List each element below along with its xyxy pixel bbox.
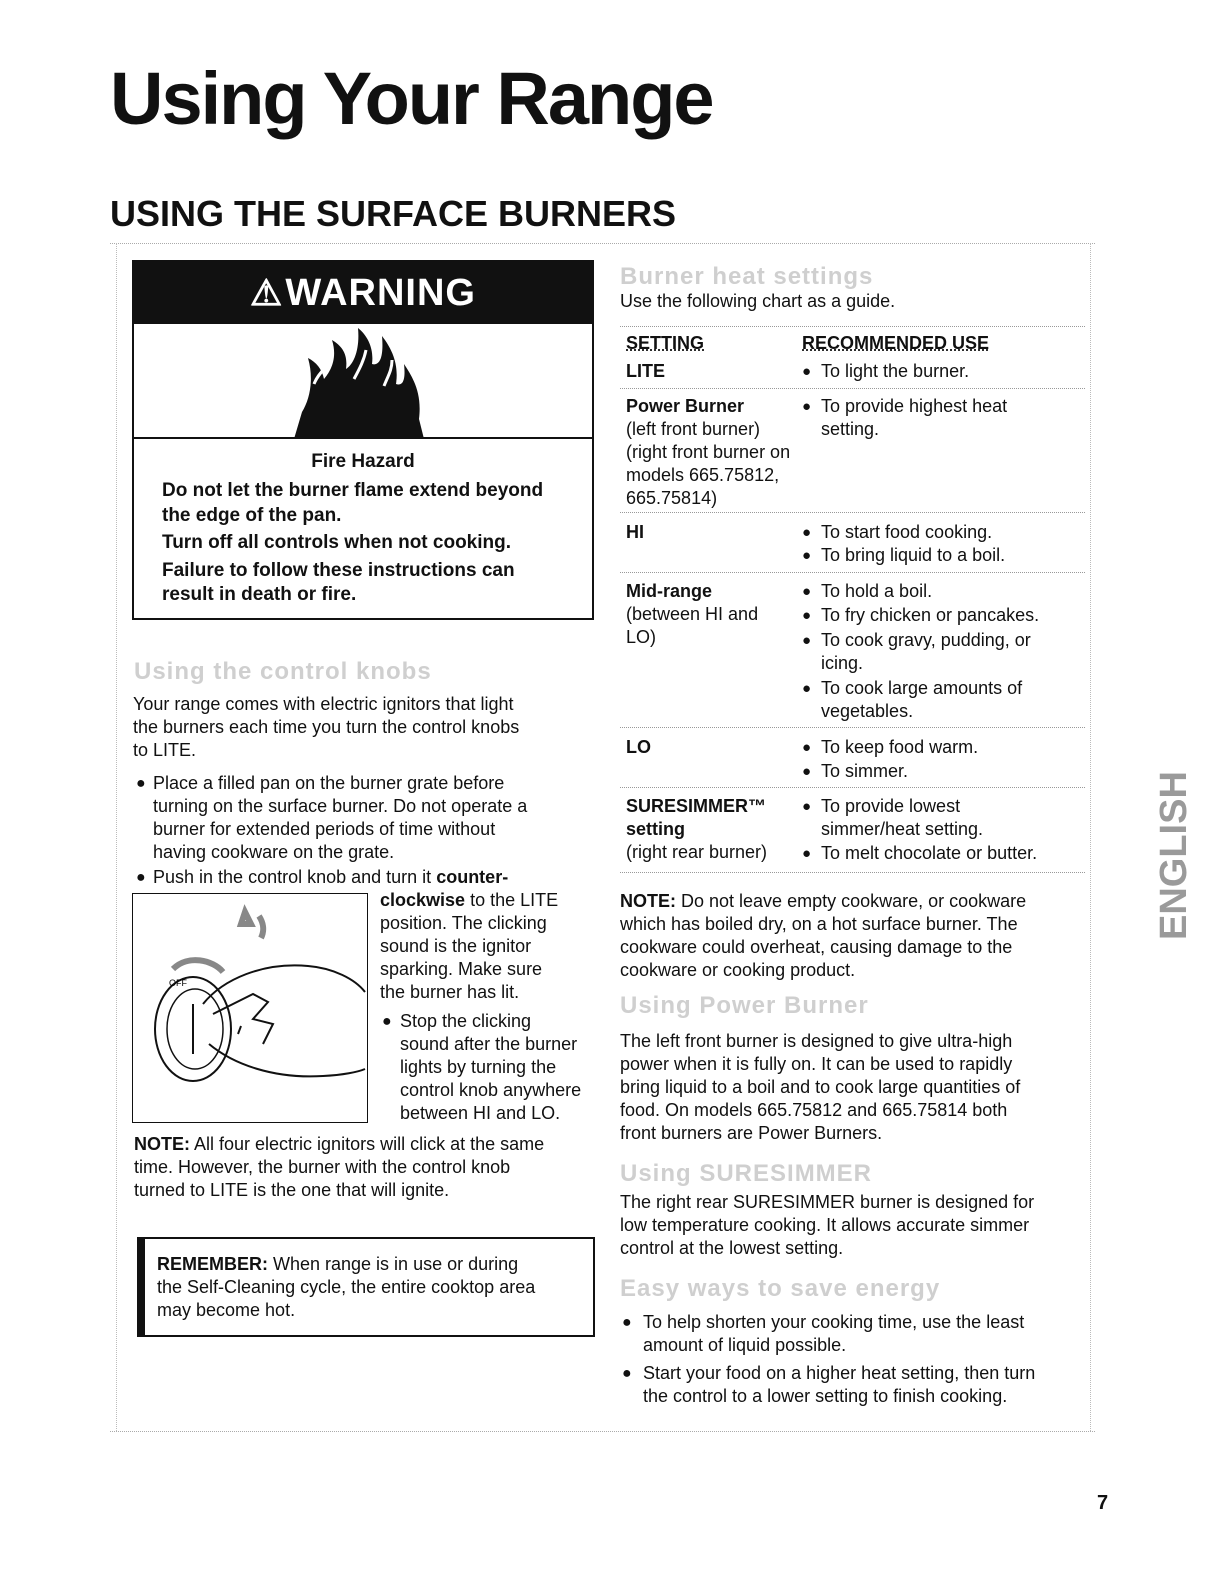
use-power-burner: [802, 395, 1082, 441]
bullet-line: the burner has lit.: [380, 982, 520, 1002]
note-line: cookware or cooking product.: [620, 960, 856, 980]
warning-header-text: WARNING: [285, 272, 476, 314]
remember-label: REMEMBER:: [157, 1254, 268, 1274]
intro-line: the burners each time you turn the control knobs: [133, 717, 520, 737]
bullet-line: between HI and LO.: [400, 1103, 561, 1123]
bullet-line: sound is the ignitor: [380, 936, 532, 956]
top-divider: [110, 243, 1095, 244]
bullet-line: burner for extended periods of time without: [153, 819, 496, 839]
suresimmer-heading: Using SURESIMMER: [620, 1160, 873, 1187]
hand-turning-knob-icon: [133, 894, 366, 1121]
use-hi-1: [802, 521, 1082, 544]
note-line: Do not leave empty cookware, or cookware: [676, 891, 1027, 911]
use-line: vegetables.: [821, 701, 914, 721]
bullet-icon: ●: [622, 1365, 632, 1382]
right-divider: [1090, 243, 1091, 1431]
bullet-icon: ●: [802, 607, 812, 624]
chart-divider: [620, 512, 1085, 513]
warning-line: Do not let the burner flame extend beyond: [162, 480, 544, 501]
knob-bullet-1: [136, 772, 596, 864]
knob-illustration: [132, 893, 368, 1123]
bullet-icon: ●: [802, 363, 812, 380]
bullet-icon: ●: [802, 583, 812, 600]
setting-sub: models 665.75812,: [626, 465, 780, 485]
warning-line: result in death or fire.: [162, 584, 357, 605]
bullet-icon: ●: [802, 739, 812, 756]
power-burner-heading: Using Power Burner: [620, 992, 869, 1019]
bullet-line: Start your food on a higher heat setting, then turn: [643, 1363, 1036, 1383]
use-line: To start food cooking.: [821, 522, 993, 542]
bullet-line: turning on the surface burner. Do not operate a: [153, 796, 528, 816]
bullet-icon: ●: [802, 763, 812, 780]
knob-note: [134, 1133, 604, 1202]
use-lo-1: [802, 736, 1082, 759]
use-line: To melt chocolate or butter.: [821, 843, 1038, 863]
warning-line: the edge of the pan.: [162, 505, 342, 526]
bullet-line: control knob anywhere: [400, 1080, 582, 1100]
bullet-icon: ●: [136, 775, 146, 792]
use-suresimmer-2: [802, 842, 1087, 865]
note-label: NOTE:: [134, 1134, 190, 1154]
bullet-line: To help shorten your cooking time, use the least: [643, 1312, 1025, 1332]
use-mid-2: [802, 604, 1082, 627]
bullet-icon: ●: [802, 524, 812, 541]
energy-bullet-1: [622, 1311, 1090, 1357]
setting-sub: (between HI and: [626, 604, 759, 624]
section-title: USING THE SURFACE BURNERS: [110, 193, 677, 234]
bullet-icon: ●: [802, 547, 812, 564]
warning-divider: [134, 437, 592, 439]
fire-icon: [284, 324, 434, 444]
knob-bullet-2: [136, 866, 596, 889]
bullet-line: lights by turning the: [400, 1057, 557, 1077]
bullet-bold: counter-: [436, 867, 509, 887]
use-line: To cook large amounts of: [821, 678, 1023, 698]
energy-heading: Easy ways to save energy: [620, 1275, 941, 1302]
use-line: To hold a boil.: [821, 581, 933, 601]
bullet-icon: ●: [802, 798, 812, 815]
setting-sub: 665.75814): [626, 488, 718, 508]
setting-name: setting: [626, 819, 686, 839]
use-line: To keep food warm.: [821, 737, 979, 757]
warning-line: Failure to follow these instructions can: [162, 560, 515, 581]
power-burner-text: [620, 1030, 1090, 1145]
bullet-bold: clockwise: [380, 890, 466, 910]
bullet-icon: ●: [382, 1013, 392, 1030]
chart-divider: [620, 727, 1085, 728]
use-line: To provide lowest: [821, 796, 961, 816]
knob-bullet-3: [382, 1010, 597, 1125]
chart-divider: [620, 388, 1085, 389]
warning-box: [132, 260, 594, 620]
bullet-line: Place a filled pan on the burner grate before: [153, 773, 505, 793]
chart-divider: [620, 787, 1085, 788]
control-knobs-intro: [133, 693, 519, 762]
chart-divider: [620, 872, 1085, 873]
remember-line: may become hot.: [157, 1300, 296, 1320]
bullet-icon: ●: [622, 1314, 632, 1331]
left-divider: [116, 243, 117, 1431]
setting-sub: (right front burner on: [626, 442, 791, 462]
text-line: control at the lowest setting.: [620, 1238, 844, 1258]
bullet-line: having cookware on the grate.: [153, 842, 395, 862]
col-setting-header: SETTING: [626, 333, 705, 353]
setting-name: Mid-range: [626, 581, 713, 601]
warning-header: [134, 262, 592, 324]
bullet-line: to the LITE: [465, 890, 559, 910]
bullet-icon: ●: [802, 845, 812, 862]
bullet-line: amount of liquid possible.: [643, 1335, 847, 1355]
use-line: To simmer.: [821, 761, 909, 781]
text-line: front burners are Power Burners.: [620, 1123, 883, 1143]
setting-hi: HI: [626, 522, 644, 542]
bullet-line: sound after the burner: [400, 1034, 578, 1054]
remember-line: When range is in use or during: [268, 1254, 519, 1274]
note-line: which has boiled dry, on a hot surface burner. The: [620, 914, 1018, 934]
text-line: The right rear SURESIMMER burner is designed for: [620, 1192, 1035, 1212]
use-line: simmer/heat setting.: [821, 819, 984, 839]
warning-triangle-icon: ⚠: [250, 272, 284, 313]
use-line: To fry chicken or pancakes.: [821, 605, 1040, 625]
energy-bullet-2: [622, 1362, 1090, 1408]
setting-sub: (right rear burner): [626, 842, 768, 862]
bottom-divider: [110, 1431, 1095, 1432]
text-line: low temperature cooking. It allows accurate simmer: [620, 1215, 1030, 1235]
use-mid-3: [802, 629, 1082, 675]
chart-note: [620, 890, 1090, 982]
english-side-tab: [1148, 730, 1198, 940]
note-line: cookware could overheat, causing damage to the: [620, 937, 1013, 957]
hazard-title: Fire Hazard: [311, 451, 415, 472]
warning-line: Turn off all controls when not cooking.: [162, 532, 512, 553]
text-line: power when it is fully on. It can be used to rapidly: [620, 1054, 1013, 1074]
use-line: To cook gravy, pudding, or: [821, 630, 1031, 650]
page-title: Using Your Range: [110, 57, 713, 140]
heat-settings-heading: Burner heat settings: [620, 263, 874, 290]
use-line: icing.: [821, 653, 864, 673]
text-line: food. On models 665.75812 and 665.75814 both: [620, 1100, 1008, 1120]
use-lite: [802, 360, 1082, 383]
remember-box: [137, 1237, 595, 1337]
use-line: setting.: [821, 419, 880, 439]
chart-divider: [620, 572, 1085, 573]
use-suresimmer-1: [802, 795, 1087, 841]
use-mid-4: [802, 677, 1082, 723]
note-line: time. However, the burner with the control knob: [134, 1157, 511, 1177]
setting-suresimmer: [626, 795, 767, 864]
text-line: The left front burner is designed to give ultra-high: [620, 1031, 1013, 1051]
heat-settings-intro: Use the following chart as a guide.: [620, 291, 896, 311]
setting-lo: LO: [626, 737, 651, 757]
col-use-header: RECOMMENDED USE: [802, 333, 990, 353]
setting-lite: LITE: [626, 361, 665, 381]
use-hi-2: [802, 544, 1082, 567]
use-line: To light the burner.: [821, 361, 970, 381]
bullet-line: Stop the clicking: [400, 1011, 532, 1031]
control-knobs-heading: Using the control knobs: [134, 658, 432, 685]
setting-sub: (left front burner): [626, 419, 761, 439]
use-lo-2: [802, 760, 1082, 783]
use-line: To provide highest heat: [821, 396, 1008, 416]
setting-sub: LO): [626, 627, 657, 647]
bullet-icon: ●: [802, 680, 812, 697]
note-label: NOTE:: [620, 891, 676, 911]
intro-line: Your range comes with electric ignitors that light: [133, 694, 514, 714]
knob-off-label: OFF: [169, 978, 187, 988]
setting-power-burner: [626, 395, 790, 510]
knob-bullet-2-continued: [380, 889, 595, 1004]
bullet-icon: ●: [802, 398, 812, 415]
note-line: turned to LITE is the one that will ignite.: [134, 1180, 450, 1200]
bullet-line: position. The clicking: [380, 913, 547, 933]
setting-mid-range: [626, 580, 758, 649]
bullet-line: sparking. Make sure: [380, 959, 543, 979]
side-tab-text: ENGLISH: [1153, 771, 1195, 940]
bullet-icon: ●: [802, 632, 812, 649]
note-line: All four electric ignitors will click at the same: [190, 1134, 545, 1154]
use-line: To bring liquid to a boil.: [821, 545, 1006, 565]
setting-name: Power Burner: [626, 396, 745, 416]
bullet-line: the control to a lower setting to finish cooking.: [643, 1386, 1008, 1406]
suresimmer-text: [620, 1191, 1090, 1260]
page-number: 7: [1097, 1492, 1109, 1514]
text-line: bring liquid to a boil and to cook large quantities of: [620, 1077, 1021, 1097]
intro-line: to LITE.: [133, 740, 197, 760]
bullet-line: Push in the control knob and turn it: [153, 867, 437, 887]
chart-divider: [620, 326, 1085, 327]
remember-line: the Self-Cleaning cycle, the entire cooktop area: [157, 1277, 536, 1297]
setting-name: SURESIMMER™: [626, 796, 767, 816]
use-mid-1: [802, 580, 1082, 603]
bullet-icon: ●: [136, 869, 146, 886]
